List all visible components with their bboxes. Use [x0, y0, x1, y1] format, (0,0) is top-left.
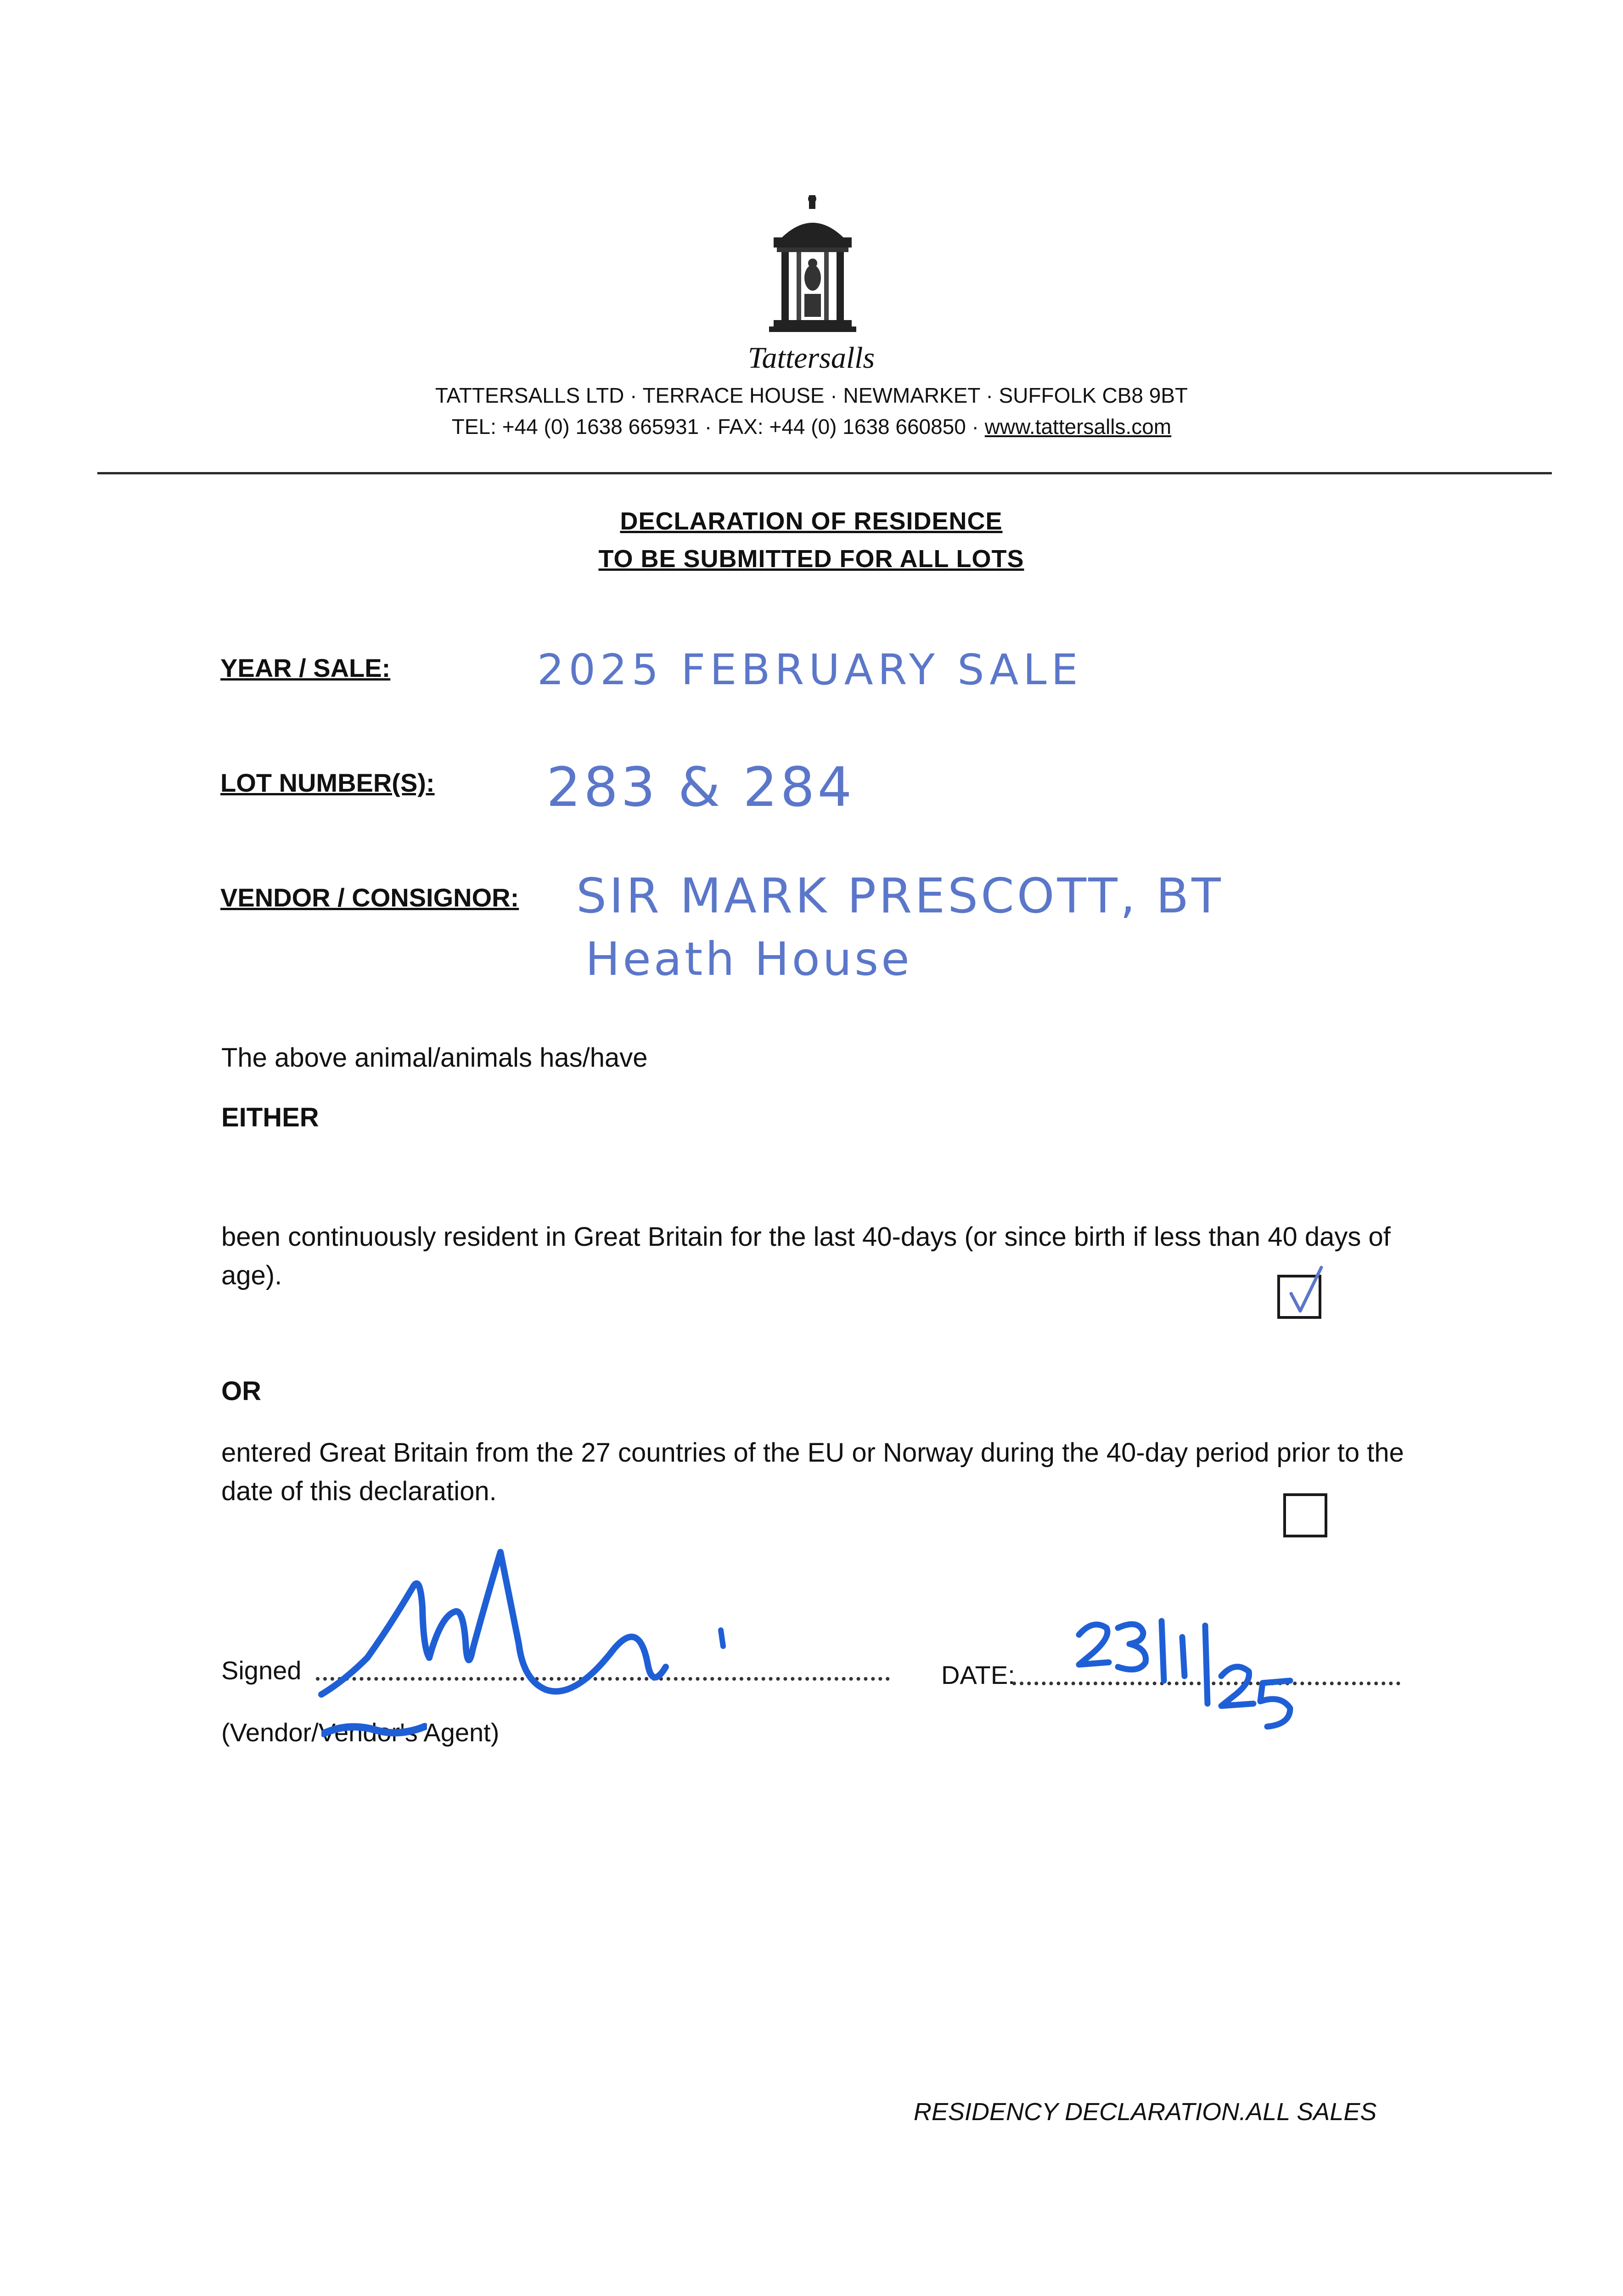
signatory-role: (Vendor/Vendor's Agent): [221, 1718, 500, 1747]
handwritten-date: [1074, 1616, 1313, 1731]
address-line: TATTERSALLS LTD · TERRACE HOUSE · NEWMARKET · SUFFOLK CB8 9BT: [435, 383, 1188, 407]
or-heading: OR: [221, 1376, 261, 1406]
either-heading: EITHER: [221, 1103, 319, 1132]
strikethrough-mark: [321, 1713, 427, 1750]
signature-scribble: [317, 1543, 758, 1717]
year-sale-label: YEAR / SALE:: [220, 653, 391, 682]
vendor-label: VENDOR / CONSIGNOR:: [220, 883, 519, 912]
year-sale-value[interactable]: 2025 FEBRUARY SALE: [537, 645, 1083, 694]
signed-label: Signed: [221, 1656, 302, 1685]
contact-line: [321, 414, 1302, 439]
website-link[interactable]: www.tattersalls.com: [984, 415, 1172, 439]
checkmark-icon: [1281, 1265, 1327, 1320]
vendor-value-line1[interactable]: SIR MARK PRESCOTT, BT: [576, 868, 1224, 924]
option1-text: been continuously resident in Great Britain for the last 40-days (or since birth if less than 40 days of age).: [221, 1222, 1391, 1290]
tattersalls-logo-icon: [767, 195, 859, 347]
document-subtitle: TO BE SUBMITTED FOR ALL LOTS: [598, 545, 1024, 573]
intro-text: The above animal/animals has/have: [221, 1043, 648, 1073]
header-divider: [97, 472, 1552, 474]
vendor-value-line2[interactable]: Heath House: [585, 932, 912, 986]
document-title: DECLARATION OF RESIDENCE: [620, 507, 1003, 535]
option2-checkbox[interactable]: [1283, 1493, 1327, 1537]
option2-text: entered Great Britain from the 27 countries of the EU or Norway during the 40-day period prior to the date of this declaration.: [221, 1438, 1404, 1506]
contact-phone-fax: TEL: +44 (0) 1638 665931 · FAX: +44 (0) 1638 660850 ·: [451, 415, 985, 439]
lot-numbers-value[interactable]: 283 & 284: [546, 755, 855, 819]
date-label: DATE:: [941, 1660, 1015, 1689]
brand-name: Tattersalls: [747, 341, 875, 375]
lot-numbers-label: LOT NUMBER(S):: [220, 768, 435, 797]
footer-form-reference: RESIDENCY DECLARATION.ALL SALES: [914, 2098, 1377, 2126]
